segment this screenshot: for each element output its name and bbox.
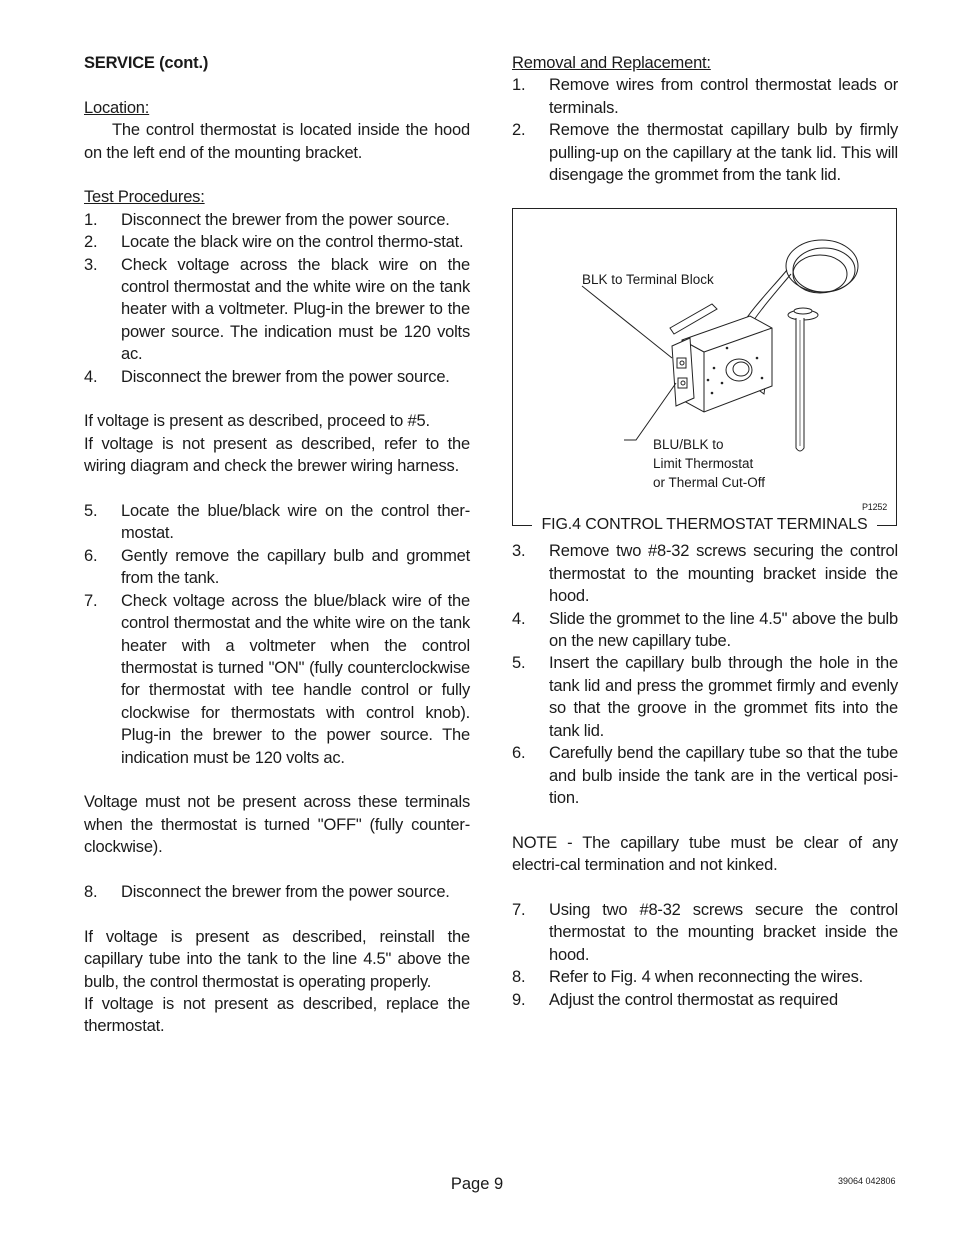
if-present-text-1: If voltage is present as described, proceed to #5. (84, 412, 430, 431)
removal-steps-list-b (512, 540, 898, 809)
location-text: The control thermostat is located inside the hood on the left end of the mounting bracket. (84, 121, 470, 162)
list-item: 3. Remove two #8-32 screws securing the control thermostat to the mounting bracket inside the hood. (512, 542, 898, 606)
label-blu-blk-2: Limit Thermostat (653, 456, 754, 472)
location-label: Location: (84, 98, 150, 117)
label-blu-blk-3: or Thermal Cut-Off (653, 475, 766, 491)
if-present-text-2: If voltage is present as described, reinstall the capillary tube into the tank to the line 4.5" above the bulb, the control thermostat is operating properly. (84, 927, 470, 991)
list-item: 8. Refer to Fig. 4 when reconnecting the wires. (512, 968, 864, 987)
note-text: The capillary tube must be clear of any electri-cal termination and not kinked. (512, 833, 898, 875)
note-label: NOTE - (512, 833, 583, 852)
list-item: 3. Check voltage across the black wire on the control thermostat and the white wire on the tank heater with a voltmeter. Plug-in the brewer to the power source. The indication must be 120 volts ac. (84, 255, 470, 364)
label-blu-blk-1: BLU/BLK to (653, 437, 724, 453)
list-item: 2. Locate the black wire on the control thermo-stat. (84, 233, 464, 252)
label-blk-terminal: BLK to Terminal Block (582, 272, 714, 288)
right-column (512, 52, 898, 1011)
document-code: 39064 042806 (838, 1176, 896, 1186)
if-not-present-text-1: If voltage is not present as described, refer to the wiring diagram and check the brewer wiring harness. (84, 434, 470, 476)
section-heading: SERVICE (cont.) (84, 54, 209, 72)
list-item: 8. Disconnect the brewer from the power source. (84, 882, 450, 901)
left-column (84, 52, 470, 1038)
test-steps-list-c (84, 881, 470, 903)
removal-steps-list-a (512, 74, 898, 186)
list-item: 1. Disconnect the brewer from the power source. (84, 210, 450, 229)
list-item: 5. Insert the capillary bulb through the hole in the tank lid and press the grommet firmly and evenly so that the groove in the grommet fits into the tank lid. (512, 654, 898, 740)
list-item: 1. Remove wires from control thermostat leads or terminals. (512, 76, 898, 117)
figure-4 (512, 208, 897, 540)
test-steps-list-b (84, 500, 470, 769)
removal-label: Removal and Replacement: (512, 54, 711, 72)
page-number: Page 9 (450, 1175, 504, 1193)
if-not-present-text-2: If voltage is not present as described, replace the thermostat. (84, 994, 470, 1036)
voltage-note: Voltage must not be present across these terminals when the thermostat is turned "OFF" (fully counter-clockwise). (84, 793, 470, 857)
test-steps-list-a (84, 209, 470, 388)
capillary-note (512, 832, 898, 877)
list-item: 4. Disconnect the brewer from the power source. (84, 367, 450, 386)
figure-caption: FIG.4 CONTROL THERMOSTAT TERMINALS (532, 514, 877, 536)
part-id: P1252 (861, 502, 887, 513)
list-item: 6. Carefully bend the capillary tube so that the tube and bulb inside the tank are in the vertical posi-tion. (512, 744, 898, 807)
list-item: 9. Adjust the control thermostat as required (512, 990, 838, 1009)
removal-steps-list-c (512, 899, 898, 1011)
test-procedures-label: Test Procedures: (84, 188, 205, 207)
list-item: 7. Check voltage across the blue/black wire of the control thermostat and the white wire on the tank heater with a voltmeter when the control thermostat is turned "ON" (fully counterclockwise for thermostat with tee handle control or fully clockwise for thermostats with control knob). Plug-in the brewer to the power source. The indication must be 120 volts ac. (84, 591, 470, 767)
list-item: 4. Slide the grommet to the line 4.5" above the bulb on the new capillary tube. (512, 609, 898, 651)
list-item: 6. Gently remove the capillary bulb and grommet from the tank. (84, 546, 470, 588)
list-item: 2. Remove the thermostat capillary bulb by firmly pulling-up on the capillary at the tank lid. This will disengage the grommet from the tank lid. (512, 121, 898, 185)
list-item: 7. Using two #8-32 screws secure the control thermostat to the mounting bracket inside the hood. (512, 900, 898, 964)
list-item: 5. Locate the blue/black wire on the control ther-mostat. (84, 502, 470, 543)
